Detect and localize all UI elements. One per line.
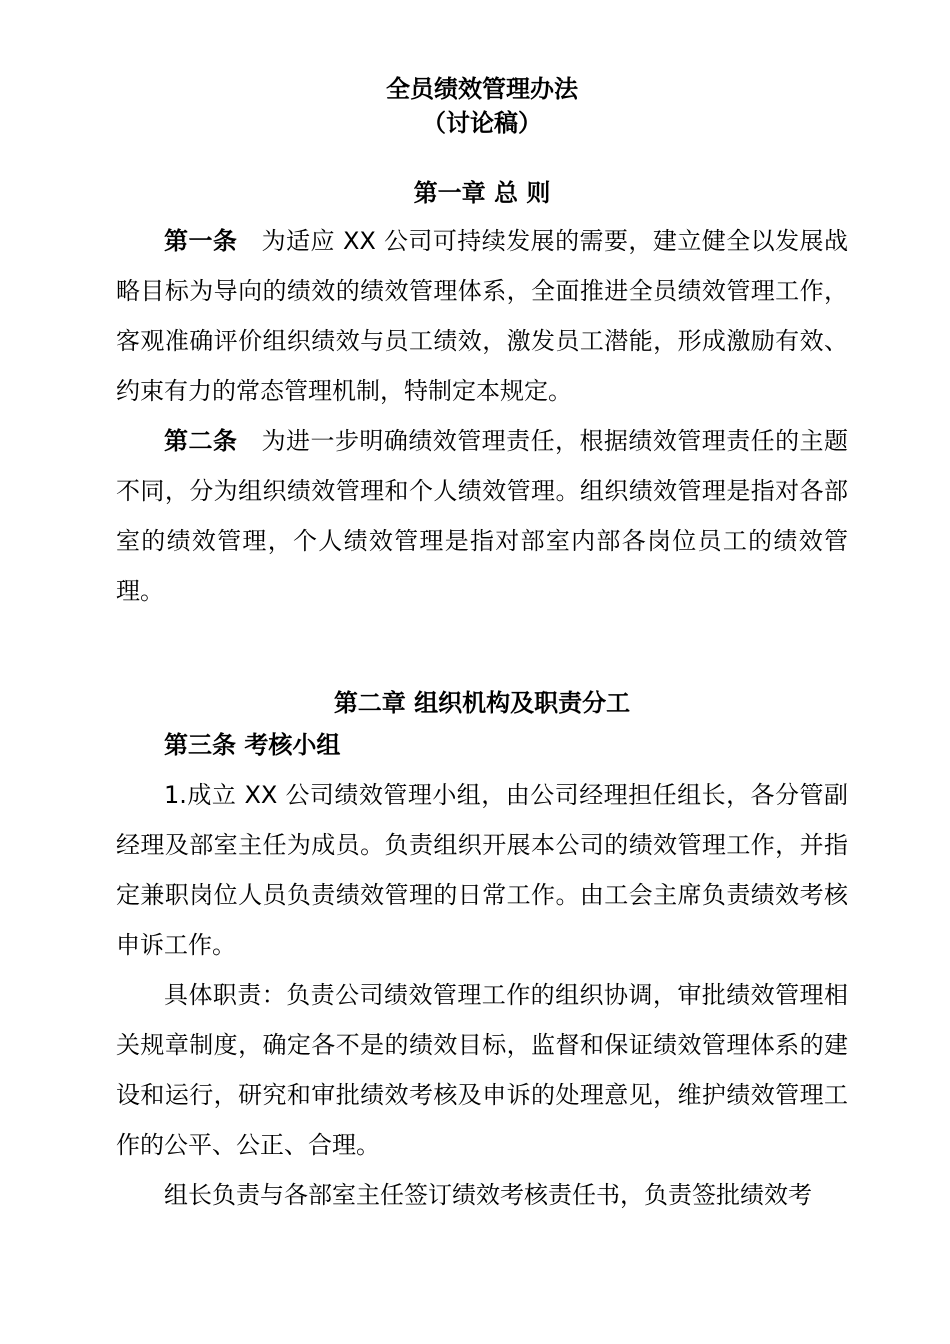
article-3-heading: 第三条 考核小组 <box>164 731 341 759</box>
document-subtitle: （讨论稿） <box>422 109 542 137</box>
article-3-paragraph-2: 具体职责：负责公司绩效管理工作的组织协调，审批绩效管理相关规章制度，确定各不是的绩效目标，监督和保证绩效管理体系的建设和运行，研究和审批绩效考核及申诉的处理意见，维护绩效管理工作的公平、公正、合理。 <box>116 981 848 1159</box>
chapter-1-heading: 第一章 总 则 <box>413 179 551 207</box>
chapter-2-heading: 第二章 组织机构及职责分工 <box>333 689 631 717</box>
article-3-paragraph-3: 组长负责与各部室主任签订绩效考核责任书，负责签批绩效考 <box>164 1181 812 1209</box>
article-1-lead: 第一条 <box>164 227 238 255</box>
article-1-text: 为适应 XX 公司可持续发展的需要，建立健全以发展战略目标为导向的绩效的绩效管理体系，全面推进全员绩效管理工作，客观准确评价组织绩效与员工绩效，激发员工潜能，形成激励有效、约束有力的常态管理机制，特制定本规定。 <box>116 227 849 405</box>
document-title: 全员绩效管理办法 <box>386 75 578 103</box>
article-3-paragraph-1: 1.成立 XX 公司绩效管理小组，由公司经理担任组长，各分管副经理及部室主任为成员。负责组织开展本公司的绩效管理工作，并指定兼职岗位人员负责绩效管理的日常工作。由工会主席负责绩效考核申诉工作。 <box>116 781 848 959</box>
article-2-text: 为进一步明确绩效管理责任，根据绩效管理责任的主题不同，分为组织绩效管理和个人绩效管理。组织绩效管理是指对各部室的绩效管理，个人绩效管理是指对部室内部各岗位员工的绩效管理。 <box>116 427 849 605</box>
article-2-lead: 第二条 <box>164 427 238 455</box>
article-1 <box>116 216 848 416</box>
article-2 <box>116 416 848 616</box>
document-page <box>116 72 848 1220</box>
